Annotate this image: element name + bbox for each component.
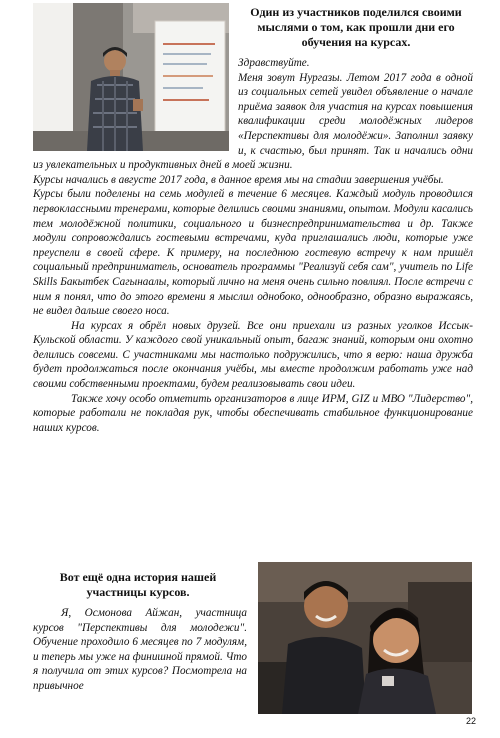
photo-two-participants [258,562,472,714]
article1-heading: Один из участников поделился своими мыслями о том, как прошли дни его обучения на курсах. [250,5,462,49]
article2-heading: Вот ещё одна история нашей участницы курсов. [59,570,217,599]
article1-paragraph-intro: Меня зовут Нургазы. Летом 2017 года в одной из социальных сетей увидел объявление о начале приёма заявок для участия на курсах повышения квалификации среди молодёжных лидеров «Перспективы для молодёжи». Заполнил заявку и, к счастью, был принят. Так и начались одни из увлекательных и продуктивных дней в моей жизни. [33,71,473,172]
article1-paragraph-modules: Курсы были поделены на семь модулей в течение 6 месяцев. Каждый модуль проводился первоклассными тренерами, которые делились своими знаниями, опытом. Модули касались тем молодёжной политики, социального и бизнеспредпринимательства и др. Также модули сопровождались гостевыми встречами, куда приглашались люди, которые уже преуспели в своей сфере. К примеру, на последнюю гостевую встречу к нам пришёл социальный предприниматель, основатель программы "Реализуй себя сам", учитель по Life Skills Бакытбек Сагынаалы, который лично на меня очень сильно повлиял. После встречи с ним я понял, что до этого времени я мыслил однобоко, однообразно, образно выражаясь, не видел дальше своего носа. [33,188,473,318]
photo-wrap-spacer [33,56,238,151]
article1-paragraph-friends: На курсах я обрёл новых друзей. Все они приехали из разных уголков Иссык-Кульской области. У каждого свой уникальный опыт, багаж знаний, которым они охотно делились совсеми. С участниками мы настолько подружились, что я верю: наша дружба будет продолжаться после окончания учёбы, мы вместе продолжим работать уже над своими собственными проектами, будем реализовывать свои идеи. [33,319,473,391]
participants-photo-image [258,562,472,714]
article1-greeting: Здравствуйте. [238,57,310,69]
article1-paragraph-timeline: Курсы начались в августе 2017 года, в данное время мы на стадии завершения учёбы. [33,173,444,186]
article2-body [33,606,247,694]
article1-paragraph-organizers: Также хочу особо отметить организаторов в лице ИРМ, GIZ и МВО "Лидерство", которые работали не покладая рук, чтобы обеспечивать стабильное функционирование наших курсов. [33,392,473,434]
article1-body [33,56,473,435]
article2-paragraph: Я, Осмонова Айжан, участница курсов "Перспективы для молодежи". Обучение проходило 6 месяцев по 7 модулям, и теперь мы уже на финишной прямой. Что я получила от этих курсов? Посмотрела на привычное [33,607,247,692]
page-number: 22 [465,716,476,726]
